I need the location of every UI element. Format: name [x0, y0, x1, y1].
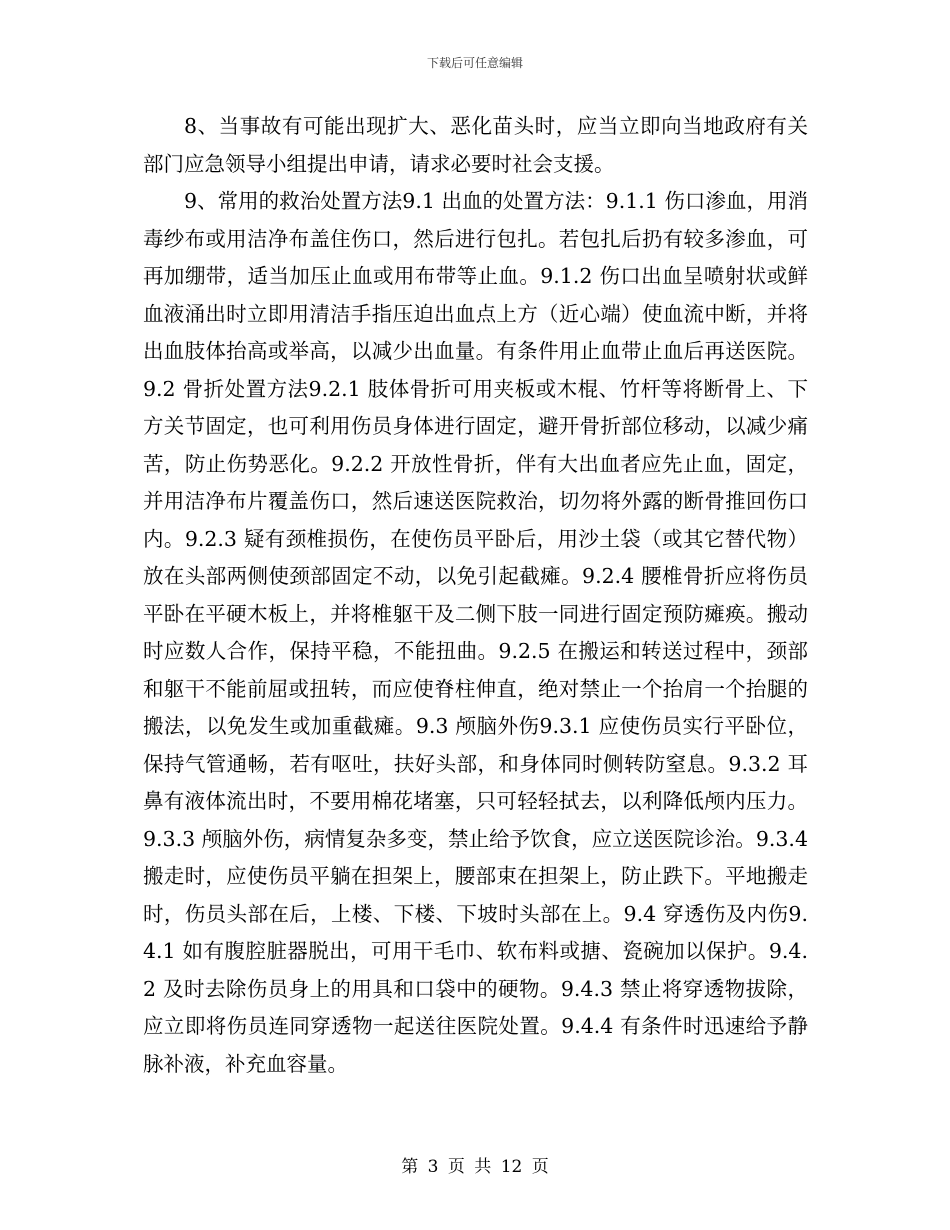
- paragraph-9: 9、常用的救治处置方法9.1 出血的处置方法：9.1.1 伤口渗血，用消毒纱布或用洁净布盖住伤口，然后进行包扎。若包扎后扔有较多渗血，可再加绷带，适当加压止血或用布带等止血。9.1.2 伤口出血呈喷射状或鲜血液涌出时立即用清洁手指压迫出血点上方（近心端）使血流中断，并将出血肢体抬高或举高，以减少出血量。有条件用止血带止血后再送医院。9.2 骨折处置方法9.2.1 肢体骨折可用夹板或木棍、竹杆等将断骨上、下方关节固定，也可利用伤员身体进行固定，避开骨折部位移动，以减少痛苦，防止伤势恶化。9.2.2 开放性骨折，伴有大出血者应先止血，固定，并用洁净布片覆盖伤口，然后速送医院救治，切勿将外露的断骨推回伤口内。9.2.3 疑有颈椎损伤，在使伤员平卧后，用沙土袋（或其它替代物）放在头部两侧使颈部固定不动，以免引起截瘫。9.2.4 腰椎骨折应将伤员平卧在平硬木板上，并将椎躯干及二侧下肢一同进行固定预防瘫痪。搬动时应数人合作，保持平稳，不能扭曲。9.2.5 在搬运和转送过程中，颈部和躯干不能前屈或扭转，而应使脊柱伸直，绝对禁止一个抬肩一个抬腿的搬法，以免发生或加重截瘫。9.3 颅脑外伤9.3.1 应使伤员实行平卧位，保持气管通畅，若有呕吐，扶好头部，和身体同时侧转防窒息。9.3.2 耳鼻有液体流出时，不要用棉花堵塞，只可轻轻拭去，以利降低颅内压力。9.3.3 颅脑外伤，病情复杂多变，禁止给予饮食，应立送医院诊治。9.3.4 搬走时，应使伤员平躺在担架上，腰部束在担架上，防止跌下。平地搬走时，伤员头部在后，上楼、下楼、下坡时头部在上。9.4 穿透伤及内伤9.4.1 如有腹腔脏器脱出，可用干毛巾、软布料或搪、瓷碗加以保护。9.4.2 及时去除伤员身上的用具和口袋中的硬物。9.4.3 禁止将穿透物拔除，应立即将伤员连同穿透物一起送往医院处置。9.4.4 有条件时迅速给予静脉补液，补充血容量。: [143, 189, 808, 1076]
- paragraph-8: 8、当事故有可能出现扩大、恶化苗头时，应当立即向当地政府有关部门应急领导小组提出申请，请求必要时社会支援。: [143, 114, 808, 176]
- document-body: [143, 108, 808, 1083]
- page-number: 第 3 页 共 12 页: [401, 1157, 549, 1177]
- header-note: 下载后可任意编辑: [426, 56, 523, 70]
